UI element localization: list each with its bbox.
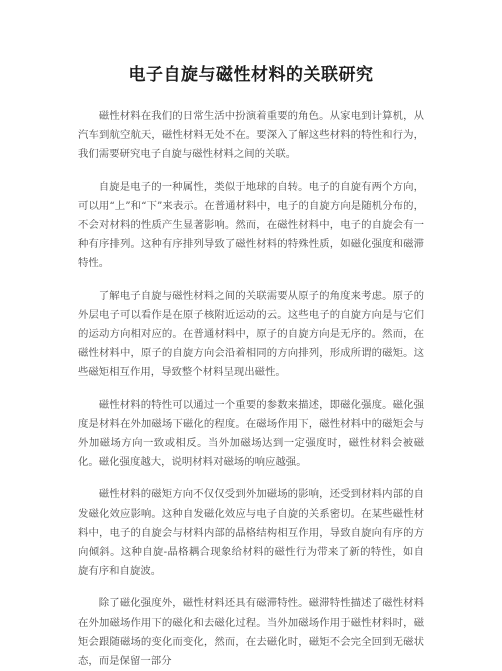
paragraph: 磁性材料的磁矩方向不仅仅受到外加磁场的影响，还受到材料内部的自发磁化效应影响。这种自发磁化效应与电子自旋的关系密切。在某些磁性材料中，电子的自旋会与材料内部的晶格结构相互作用，导致自旋向有序的方向倾斜。这种自旋-晶格耦合现象给材料的磁性行为带来了新的特性，如自旋有序和自旋波。 — [78, 488, 424, 578]
paragraph: 自旋是电子的一种属性，类似于地球的自转。电子的自旋有两个方向，可以用“上”和“下”来表示。在普通材料中，电子的自旋方向是随机分布的，不会对材料的性质产生显著影响。然而，在磁性材料中，电子的自旋会有一种有序排列。这种有序排列导致了磁性材料的特殊性质，如磁化强度和磁滞特性。 — [78, 180, 424, 270]
document-title: 电子自旋与磁性材料的关联研究 — [128, 65, 374, 85]
paragraph: 磁性材料在我们的日常生活中扮演着重要的角色。从家电到计算机，从汽车到航空航天，磁性材料无处不在。要深入了解这些材料的特性和行为，我们需要研究电子自旋与磁性材料之间的关联。 — [78, 110, 424, 161]
paragraph: 了解电子自旋与磁性材料之间的关联需要从原子的角度来考虑。原子的外层电子可以看作是在原子核附近运动的云。这些电子的自旋方向是与它们的运动方向相对应的。在普通材料中，原子的自旋方向是无序的。然而，在磁性材料中，原子的自旋方向会沿着相同的方向排列，形成所谓的磁矩。这些磁矩相互作用，导致整个材料呈现出磁性。 — [78, 289, 424, 379]
paragraph: 磁性材料的特性可以通过一个重要的参数来描述，即磁化强度。磁化强度是材料在外加磁场下磁化的程度。在磁场作用下，磁性材料中的磁矩会与外加磁场方向一致或相反。当外加磁场达到一定强度时，磁性材料会被磁化。磁化强度越大，说明材料对磁场的响应越强。 — [78, 398, 424, 469]
paragraph: 除了磁化强度外，磁性材料还具有磁滞特性。磁滞特性描述了磁性材料在外加磁场作用下的磁化和去磁化过程。当外加磁场作用于磁性材料时，磁矩会跟随磁场的变化而变化，然而，在去磁化时，磁矩不会完全回到无磁状态，而是保留一部分 — [78, 597, 424, 668]
